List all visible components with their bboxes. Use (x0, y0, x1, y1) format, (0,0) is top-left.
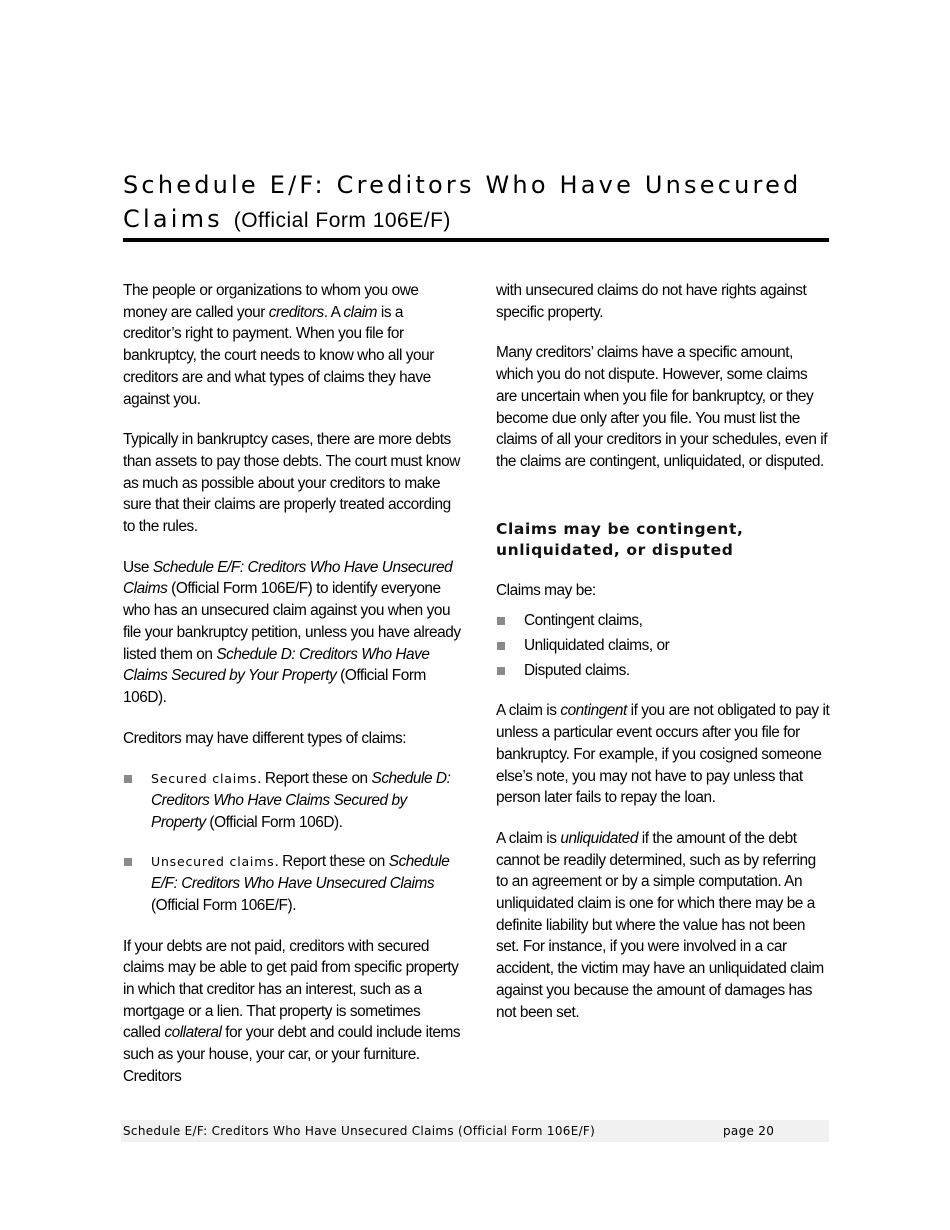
left-column (123, 280, 461, 1107)
list-item-contingent: Contingent claims, (496, 610, 830, 632)
square-bullet-icon (497, 667, 505, 675)
right-paragraph-3: Claims may be: (496, 581, 596, 599)
title-rule (123, 238, 829, 242)
square-bullet-icon (497, 642, 505, 650)
list-item-unliquidated: Unliquidated claims, or (496, 635, 830, 657)
page-number: page 20 (723, 1124, 775, 1138)
square-bullet-icon (124, 775, 132, 783)
left-paragraph-5: If your debts are not paid, creditors with secured claims may be able to get paid from specific property in which that creditor has an interest, such as a mortgage or a lien. That property is sometimes called collateral for your debt and could include items such as your house, your car, or your furniture. Creditors (123, 937, 461, 1085)
claim-types-list (123, 768, 461, 916)
left-paragraph-1: The people or organizations to whom you owe money are called your creditors. A claim is a creditor’s right to payment. When you file for bankruptcy, the court needs to know who all your creditors are and what types of claims they have against you. (123, 282, 434, 408)
square-bullet-icon (497, 617, 505, 625)
footer-title: Schedule E/F: Creditors Who Have Unsecured Claims (Official Form 106E/F) (123, 1124, 596, 1138)
right-paragraph-4: A claim is contingent if you are not obligated to pay it unless a particular event occurs after you file for bankruptcy. For example, if you cosigned someone else’s note, you may not have to pay unless that person later fails to repay the loan. (496, 702, 830, 807)
right-paragraph-5: A claim is unliquidated if the amount of the debt cannot be readily determined, such as by referring to an agreement or by a simple computation. An unliquidated claim is one for which there may be a definite liability but where the value has not been set. For instance, if you were involved in a car accident, the victim may have an unliquidated claim against you because the amount of damages has not been set. (496, 829, 824, 1021)
page-title (123, 168, 829, 238)
page-footer (121, 1120, 829, 1142)
left-paragraph-3: Use Schedule E/F: Creditors Who Have Unsecured Claims (Official Form 106E/F) to identify everyone who has an unsecured claim against you when you file your bankruptcy petition, unless you have already listed them on Schedule D: Creditors Who Have Claims Secured by Your Property (Official Form 106D). (123, 558, 461, 706)
page-title-form: (Official Form 106E/F) (233, 209, 451, 232)
right-paragraph-2: Many creditors’ claims have a specific amount, which you do not dispute. However, some claims are uncertain when you file for bankruptcy, or they become due only after you file. You must list the claims of all your creditors in your schedules, even if the claims are contingent, unliquidated, or disputed. (496, 344, 828, 470)
page-title-main: Schedule E/F: Creditors Who Have Unsecured Claims (123, 171, 802, 233)
square-bullet-icon (124, 858, 132, 866)
list-item-unsecured-claims: Unsecured claims. Report these on Schedule E/F: Creditors Who Have Unsecured Claims (Official Form 106E/F). (123, 851, 461, 916)
list-item-secured-claims: Secured claims. Report these on Schedule D: Creditors Who Have Claims Secured by Property (Official Form 106D). (123, 768, 461, 833)
left-paragraph-2: Typically in bankruptcy cases, there are more debts than assets to pay those debts. The court must know as much as possible about your creditors to make sure that their claims are properly treated according to the rules. (123, 431, 460, 536)
right-paragraph-1: with unsecured claims do not have rights against specific property. (496, 282, 807, 321)
left-paragraph-4: Creditors may have different types of claims: (123, 729, 407, 747)
right-column (496, 280, 830, 1042)
section-subheading: Claims may be contingent, unliquidated, or disputed (496, 519, 744, 560)
list-item-disputed: Disputed claims. (496, 660, 830, 682)
claim-kinds-list (496, 610, 830, 681)
